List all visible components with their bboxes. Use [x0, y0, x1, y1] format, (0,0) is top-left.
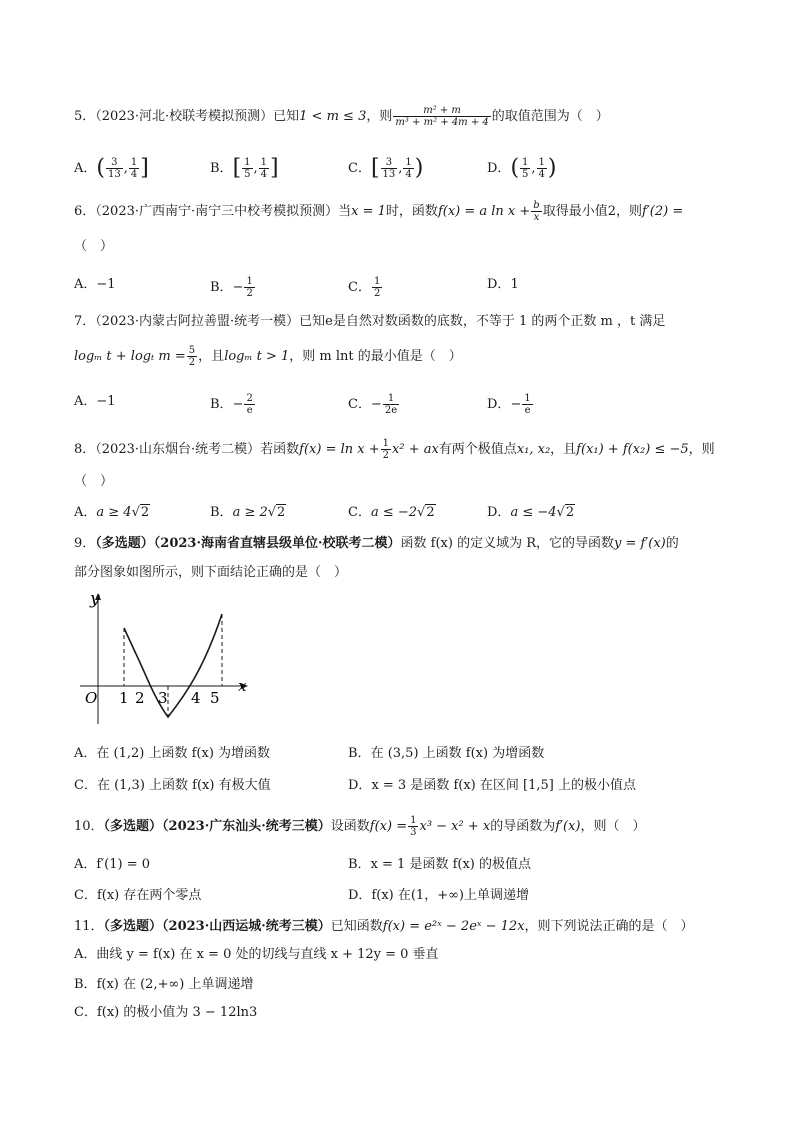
question-9-stem-line2: 部分图象如图所示，则下面结论正确的是（ ）: [74, 565, 348, 580]
q8-option-label: C．: [348, 505, 371, 520]
numerator: 3: [106, 157, 123, 169]
question-9-stem: 9．（多选题）（2023·海南省直辖县级单位·校联考二模）函数 f(x) 的定义域为 R，它的导函数y = f′(x)的: [74, 536, 679, 551]
comma: ,: [398, 161, 403, 176]
q9-option-b[interactable]: [348, 745, 544, 763]
fraction: [244, 276, 254, 299]
q8-fraction: $\frac{1}{2}$: [382, 438, 389, 461]
q10-option-label: C．: [74, 888, 97, 903]
denominator: 4: [538, 169, 545, 180]
q7-option-d[interactable]: [487, 393, 534, 416]
q8-option-c[interactable]: [348, 504, 436, 522]
comma: ,: [123, 161, 128, 176]
q10-option-b[interactable]: [348, 856, 531, 874]
denominator: 4: [130, 169, 138, 180]
left-bracket: (: [510, 155, 520, 181]
q9-option-d[interactable]: [348, 777, 636, 795]
q8-option-a[interactable]: [74, 504, 150, 522]
q5-option-label: A．: [74, 161, 97, 176]
q6-fraction: $\frac{b}{x}$: [533, 200, 540, 223]
derivative-graph: [78, 588, 258, 728]
q5-option-c[interactable]: [348, 157, 423, 180]
option-text: x = 3 是函数 f(x) 在区间 [1,5] 上的极小值点: [371, 778, 636, 793]
right-bracket: ): [414, 155, 424, 181]
origin-label: O: [85, 689, 98, 707]
option-text: 在 (3,5) 上函数 f(x) 为增函数: [370, 746, 545, 761]
fraction: [259, 157, 269, 180]
q7-option-label: D．: [487, 397, 511, 412]
denominator: 4: [260, 169, 268, 180]
left-bracket: [: [370, 155, 380, 181]
question-7-stem: 7．（2023·内蒙古阿拉善盟·统考一模）已知e是自然对数函数的底数，不等于 1 的两个正数 m ，t 满足: [74, 314, 666, 329]
sign: −: [232, 280, 244, 295]
numerator: 1: [524, 393, 531, 404]
q6-option-b[interactable]: [210, 276, 256, 299]
option-expr: a ≤ −4: [510, 505, 557, 520]
sign: −: [232, 397, 244, 412]
sqrt-sign: √: [417, 505, 426, 520]
comma: ,: [253, 161, 258, 176]
q6-option-c[interactable]: [348, 276, 383, 299]
option-text: f(x) 在(1，+∞)上单调递增: [371, 888, 529, 903]
tick-label-4: 4: [191, 689, 201, 707]
fraction: [403, 157, 413, 180]
fraction: [244, 393, 254, 416]
numerator: 1: [383, 393, 399, 405]
comma: ,: [531, 161, 536, 176]
right-bracket: ): [547, 155, 557, 181]
q5-option-d[interactable]: [487, 157, 557, 180]
denominator: 2: [246, 288, 253, 299]
option-text: f′(1) = 0: [96, 857, 150, 872]
denominator: 13: [382, 169, 396, 180]
option-text: −1: [96, 277, 116, 292]
fraction: [383, 393, 399, 416]
numerator: 1: [130, 157, 138, 168]
denominator: 5: [522, 169, 529, 180]
tick-label-1: 1: [119, 689, 129, 707]
q10-option-c[interactable]: [74, 887, 201, 905]
fraction: [129, 157, 139, 180]
option-text: −1: [96, 394, 116, 409]
q10-fraction: $\frac{1}{3}$: [410, 815, 417, 838]
question-6-stem: 6．（2023·广西南宁·南宁三中校考模拟预测）当x = 1时，函数f(x) = a ln x + $\frac{b}{x}$ 取得最小值2，则f′(2) =: [74, 200, 684, 223]
radicand: 2: [565, 505, 575, 520]
q7-option-c[interactable]: [348, 393, 400, 416]
q9-option-label: D．: [348, 778, 372, 793]
numerator: 1: [260, 157, 268, 168]
q11-option-label: A．: [74, 947, 97, 962]
radicand: 2: [426, 505, 435, 520]
question-11-stem: 11．（多选题）（2023·山西运城·统考三模）已知函数f(x) = e²ˣ − 2eˣ − 12x，则下列说法正确的是（ ）: [74, 919, 694, 934]
left-bracket: (: [96, 155, 105, 181]
q11-option-a[interactable]: [74, 946, 439, 964]
q10-option-a[interactable]: [74, 856, 150, 874]
question-6-paren: （ ）: [74, 239, 114, 254]
numerator: 1: [405, 157, 412, 168]
sqrt-sign: √: [267, 505, 277, 520]
denominator: 2e: [384, 405, 398, 416]
option-expr: a ≥ 4: [96, 505, 132, 520]
q5-option-b[interactable]: [210, 157, 279, 180]
sign: −: [370, 397, 382, 412]
q9-option-c[interactable]: [74, 777, 271, 795]
q8-option-b[interactable]: [210, 504, 286, 522]
denominator: 2: [373, 288, 381, 299]
q8-option-label: B．: [210, 505, 233, 520]
tick-label-5: 5: [210, 689, 220, 707]
q7-option-label: C．: [348, 397, 371, 412]
q7-option-b[interactable]: [210, 393, 256, 416]
q10-option-d[interactable]: [348, 887, 529, 905]
numerator: 1: [246, 276, 253, 287]
q5-fraction: $\frac{\text{m² + m}}{\text{m³ + m² + 4m + 4}}$: [395, 105, 489, 128]
q6-option-label: D．: [487, 277, 511, 292]
q8-option-label: A．: [74, 505, 97, 520]
q11-option-b[interactable]: [74, 976, 254, 994]
q7-option-a[interactable]: [74, 393, 116, 411]
q8-option-label: D．: [487, 505, 511, 520]
right-bracket: ]: [140, 155, 149, 181]
fraction: [106, 157, 123, 180]
q9-option-label: A．: [74, 746, 97, 761]
q6-option-a[interactable]: [74, 276, 116, 294]
sign: −: [510, 397, 522, 412]
question-5-stem: 5．（2023·河北·校联考模拟预测）已知1 < m ≤ 3，则 $\frac{\text{m² + m}}{\text{m³ + m² + 4m + 4}}$ 的取值范围为（ ）: [74, 105, 609, 128]
fraction: [522, 393, 532, 416]
option-text: f(x) 在 (2,+∞) 上单调递增: [96, 977, 254, 992]
fraction: [520, 157, 530, 180]
q5-option-a[interactable]: [74, 157, 149, 180]
fraction: [372, 276, 382, 299]
fraction: [537, 157, 547, 180]
q11-option-c[interactable]: [74, 1004, 257, 1022]
numerator: 1: [522, 157, 529, 168]
option-text: f(x) 存在两个零点: [96, 888, 202, 903]
y-axis-label: y: [90, 589, 100, 609]
numerator: 3: [381, 157, 398, 169]
tick-label-3: 3: [158, 689, 168, 707]
q10-option-label: B．: [348, 857, 371, 872]
q5-option-label: B．: [210, 161, 233, 176]
option-text: 在 (1,3) 上函数 f(x) 有极大值: [96, 778, 271, 793]
q6-option-d[interactable]: [487, 276, 519, 294]
q7-option-label: B．: [210, 397, 233, 412]
q7-fraction: $\frac{5}{2}$: [188, 345, 196, 368]
numerator: 1: [538, 157, 545, 168]
q6-option-label: A．: [74, 277, 97, 292]
radicand: 2: [277, 505, 286, 520]
q11-option-label: B．: [74, 977, 97, 992]
option-text: 曲线 y = f(x) 在 x = 0 处的切线与直线 x + 12y = 0 垂直: [96, 947, 439, 962]
q9-option-a[interactable]: [74, 745, 270, 763]
question-10-stem: 10．（多选题）（2023·广东汕头·统考三模）设函数f(x) = $\frac{1}{3}$ x³ − x² + x的导函数为f′(x)，则（ ）: [74, 815, 646, 838]
numerator: 1: [244, 157, 251, 168]
denominator: 5: [244, 169, 251, 180]
q5-option-label: D．: [487, 161, 511, 176]
q7-option-label: A．: [74, 394, 97, 409]
left-bracket: [: [232, 155, 242, 181]
denominator: 13: [107, 169, 121, 180]
option-text: x = 1 是函数 f(x) 的极值点: [370, 857, 532, 872]
denominator: e: [246, 405, 253, 416]
sqrt-sign: √: [131, 505, 140, 520]
right-bracket: ]: [270, 155, 279, 181]
radicand: 2: [140, 505, 150, 520]
denominator: 4: [405, 169, 412, 180]
option-text: 在 (1,2) 上函数 f(x) 为增函数: [96, 746, 271, 761]
q9-option-label: C．: [74, 778, 97, 793]
option-expr: a ≥ 2: [232, 505, 268, 520]
x-axis-label: x: [238, 677, 247, 695]
denominator: e: [524, 405, 531, 416]
option-text: 1: [510, 277, 519, 292]
q8-option-d[interactable]: [487, 504, 575, 522]
fraction: [242, 157, 252, 180]
q10-option-label: D．: [348, 888, 372, 903]
q9-option-label: B．: [348, 746, 371, 761]
question-7-stem-line2: logₘ t + logₜ m = $\frac{5}{2}$ ，且logₘ t > 1，则 m lnt 的最小值是（ ）: [74, 345, 462, 368]
numerator: 1: [373, 276, 381, 287]
q6-option-label: B．: [210, 280, 233, 295]
q5-option-label: C．: [348, 161, 371, 176]
option-expr: a ≤ −2: [370, 505, 418, 520]
fraction: [381, 157, 398, 180]
sqrt-sign: √: [556, 505, 565, 520]
q11-option-label: C．: [74, 1005, 97, 1020]
q10-option-label: A．: [74, 857, 97, 872]
numerator: 2: [246, 393, 253, 404]
tick-label-2: 2: [135, 689, 145, 707]
q6-option-label: C．: [348, 280, 371, 295]
question-8-paren: （ ）: [74, 474, 114, 489]
question-8-stem: 8．（2023·山东烟台·统考二模）若函数f(x) = ln x + $\frac{1}{2}$ x² + ax有两个极值点x₁, x₂，且f(x₁) + f(x₂) ≤ −5，则: [74, 438, 715, 461]
option-text: f(x) 的极小值为 3 − 12ln3: [96, 1005, 258, 1020]
